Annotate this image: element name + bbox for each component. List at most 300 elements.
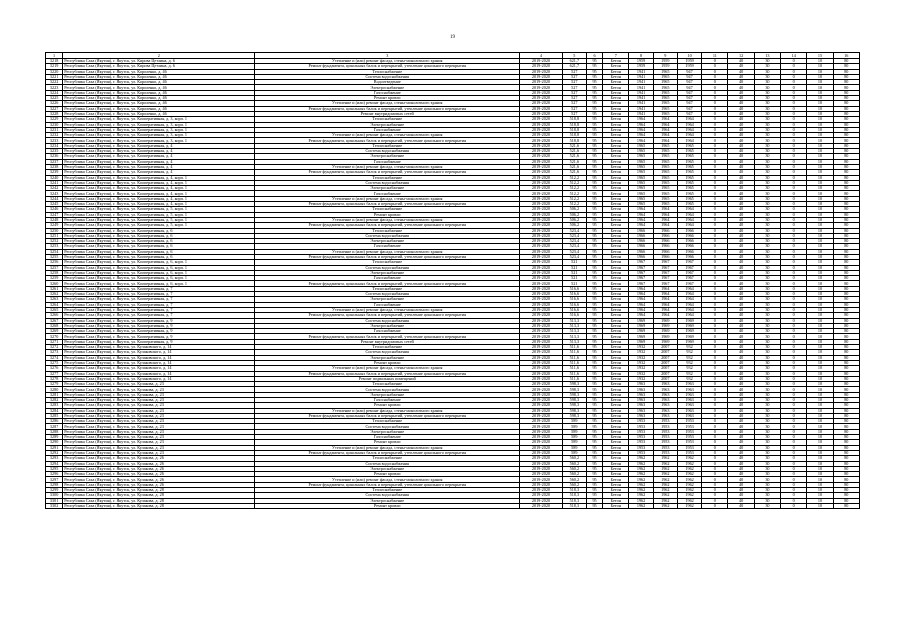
period-cell: 2019-2020 — [520, 466, 562, 471]
col-13-cell: 30 — [754, 111, 780, 116]
address-cell: Республика Саха (Якутия), г. Якутск, ул. Кулакова, д. 23 — [63, 403, 255, 408]
base-year-cell: 1962 — [677, 498, 701, 503]
base-year-cell: 1953 — [677, 435, 701, 440]
col-16-cell: 80 — [833, 350, 859, 355]
work-type-cell: Система водоснабжения — [255, 493, 520, 498]
row-number: 3290 — [46, 440, 63, 445]
overhaul-year-cell: 1963 — [653, 387, 677, 392]
address-cell: Республика Саха (Якутия), г. Якутск, ул. Кооперативная, д. 4 — [63, 149, 255, 154]
address-cell: Республика Саха (Якутия), г. Якутск, ул. Кооперативная, д. 4, корп. 1 — [63, 191, 255, 196]
col-12-cell: 40 — [728, 249, 754, 254]
col-13-cell: 30 — [754, 292, 780, 297]
col-11-cell: 0 — [702, 90, 728, 95]
col-15-cell: 10 — [807, 143, 833, 148]
wear-cell: 95 — [586, 90, 602, 95]
column-number: 14 — [781, 53, 807, 59]
col-16-cell: 80 — [833, 477, 859, 482]
built-year-cell: 1965 — [629, 164, 653, 169]
work-type-cell: Ремонт фундамента, цокольных балок и перекрытий, утепление цокольного перекрытия — [255, 450, 520, 455]
address-cell: Республика Саха (Якутия), г. Якутск, ул. Кооперативная, д. 6, корп. 1 — [63, 265, 255, 270]
period-cell: 2019-2020 — [520, 276, 562, 281]
material-cell: Бетон — [603, 334, 629, 339]
col-14-cell: 0 — [781, 154, 807, 159]
address-cell: Республика Саха (Якутия), г. Якутск, ул. Кулакова, д. 23 — [63, 398, 255, 403]
wear-cell: 95 — [586, 159, 602, 164]
col-11-cell: 0 — [702, 292, 728, 297]
material-cell: Бетон — [603, 493, 629, 498]
built-year-cell: 1964 — [629, 133, 653, 138]
address-cell: Республика Саха (Якутия), г. Якутск, ул. Короленко, д. 46 — [63, 85, 255, 90]
address-cell: Республика Саха (Якутия), г. Якутск, ул. Кооперативная, д. 6 — [63, 233, 255, 238]
base-year-cell: 947 — [677, 80, 701, 85]
address-cell: Республика Саха (Якутия), г. Якутск, ул. Кооперативная, д. 4, корп. 1 — [63, 196, 255, 201]
col-13-cell: 30 — [754, 276, 780, 281]
wear-cell: 95 — [586, 170, 602, 175]
col-15-cell: 10 — [807, 382, 833, 387]
work-type-cell: Теплоснабжение — [255, 207, 520, 212]
built-year-cell: 1967 — [629, 276, 653, 281]
col-14-cell: 0 — [781, 175, 807, 180]
col-15-cell: 10 — [807, 69, 833, 74]
wear-cell: 95 — [586, 392, 602, 397]
col-12-cell: 40 — [728, 90, 754, 95]
row-number: 3233 — [46, 138, 63, 143]
area-cell: 589 — [562, 435, 586, 440]
material-cell: Бетон — [603, 223, 629, 228]
address-cell: Республика Саха (Якутия), г. Якутск, ул. Кулаковского, д. 14 — [63, 355, 255, 360]
col-11-cell: 0 — [702, 281, 728, 286]
col-15-cell: 10 — [807, 302, 833, 307]
address-cell: Республика Саха (Якутия), г. Якутск, ул. Кулакова, д. 26 — [63, 472, 255, 477]
column-number: 5 — [562, 53, 586, 59]
address-cell: Республика Саха (Якутия), г. Якутск, ул. Кулакова, д. 23 — [63, 419, 255, 424]
material-cell: Бетон — [603, 276, 629, 281]
col-11-cell: 0 — [702, 233, 728, 238]
col-13-cell: 30 — [754, 217, 780, 222]
area-cell: 560,2 — [562, 461, 586, 466]
col-11-cell: 0 — [702, 493, 728, 498]
wear-cell: 95 — [586, 191, 602, 196]
period-cell: 2019-2020 — [520, 59, 562, 64]
col-13-cell: 30 — [754, 196, 780, 201]
row-number: 3256 — [46, 260, 63, 265]
col-16-cell: 80 — [833, 212, 859, 217]
row-number: 3265 — [46, 307, 63, 312]
work-type-cell: Теплоснабжение — [255, 260, 520, 265]
address-cell: Республика Саха (Якутия), г. Якутск, ул. Кулакова, д. 26 — [63, 461, 255, 466]
work-type-cell: Теплоснабжение — [255, 345, 520, 350]
col-15-cell: 10 — [807, 106, 833, 111]
col-16-cell: 80 — [833, 164, 859, 169]
row-number: 3247 — [46, 212, 63, 217]
wear-cell: 95 — [586, 307, 602, 312]
col-15-cell: 10 — [807, 350, 833, 355]
area-cell: 521 — [562, 270, 586, 275]
col-14-cell: 0 — [781, 429, 807, 434]
area-cell: 511,6 — [562, 366, 586, 371]
area-cell: 527 — [562, 90, 586, 95]
col-13-cell: 30 — [754, 318, 780, 323]
base-year-cell: 1965 — [677, 180, 701, 185]
area-cell: 513,3 — [562, 329, 586, 334]
col-12-cell: 40 — [728, 503, 754, 508]
col-14-cell: 0 — [781, 482, 807, 487]
built-year-cell: 1966 — [629, 244, 653, 249]
col-11-cell: 0 — [702, 202, 728, 207]
col-15-cell: 10 — [807, 207, 833, 212]
col-15-cell: 10 — [807, 488, 833, 493]
built-year-cell: 1932 — [629, 345, 653, 350]
built-year-cell: 1964 — [629, 207, 653, 212]
area-cell: 511,6 — [562, 376, 586, 381]
built-year-cell: 1966 — [629, 254, 653, 259]
col-11-cell: 0 — [702, 307, 728, 312]
col-14-cell: 0 — [781, 90, 807, 95]
col-13-cell: 30 — [754, 175, 780, 180]
period-cell: 2019-2020 — [520, 435, 562, 440]
built-year-cell: 1969 — [629, 329, 653, 334]
wear-cell: 95 — [586, 413, 602, 418]
row-number: 3275 — [46, 360, 63, 365]
col-13-cell: 30 — [754, 202, 780, 207]
period-cell: 2019-2020 — [520, 461, 562, 466]
col-13-cell: 30 — [754, 249, 780, 254]
col-13-cell: 30 — [754, 456, 780, 461]
work-type-cell: Теплоснабжение — [255, 143, 520, 148]
col-14-cell: 0 — [781, 191, 807, 196]
wear-cell: 95 — [586, 64, 602, 69]
area-cell: 598,3 — [562, 392, 586, 397]
address-cell: Республика Саха (Якутия), г. Якутск, ул. Кооперативная, д. 6 — [63, 239, 255, 244]
base-year-cell: 1962 — [677, 503, 701, 508]
col-11-cell: 0 — [702, 429, 728, 434]
wear-cell: 95 — [586, 122, 602, 127]
area-cell: 506,2 — [562, 223, 586, 228]
overhaul-year-cell: 1965 — [653, 191, 677, 196]
col-11-cell: 0 — [702, 186, 728, 191]
overhaul-year-cell: 1962 — [653, 488, 677, 493]
col-14-cell: 0 — [781, 276, 807, 281]
col-12-cell: 40 — [728, 149, 754, 154]
address-cell: Республика Саха (Якутия), г. Якутск, ул. Короленко, д. 46 — [63, 96, 255, 101]
area-cell: 527 — [562, 80, 586, 85]
address-cell: Республика Саха (Якутия), г. Якутск, ул. Кооперативная, д. 9 — [63, 334, 255, 339]
built-year-cell: 1964 — [629, 138, 653, 143]
col-13-cell: 30 — [754, 69, 780, 74]
base-year-cell: 1969 — [677, 318, 701, 323]
built-year-cell: 1964 — [629, 302, 653, 307]
col-14-cell: 0 — [781, 122, 807, 127]
work-type-cell: Газоснабжение — [255, 90, 520, 95]
period-cell: 2019-2020 — [520, 212, 562, 217]
col-13-cell: 30 — [754, 450, 780, 455]
col-14-cell: 0 — [781, 85, 807, 90]
wear-cell: 95 — [586, 313, 602, 318]
overhaul-year-cell: 1962 — [653, 498, 677, 503]
base-year-cell: 1965 — [677, 149, 701, 154]
col-11-cell: 0 — [702, 133, 728, 138]
col-12-cell: 40 — [728, 376, 754, 381]
col-14-cell: 0 — [781, 323, 807, 328]
repair-register-table — [45, 52, 860, 509]
base-year-cell: 1967 — [677, 270, 701, 275]
col-15-cell: 10 — [807, 466, 833, 471]
row-number: 3297 — [46, 477, 63, 482]
overhaul-year-cell: 1953 — [653, 419, 677, 424]
col-11-cell: 0 — [702, 387, 728, 392]
material-cell: Бетон — [603, 101, 629, 106]
col-14-cell: 0 — [781, 461, 807, 466]
col-12-cell: 40 — [728, 345, 754, 350]
built-year-cell: 1967 — [629, 260, 653, 265]
col-12-cell: 40 — [728, 180, 754, 185]
address-cell: Республика Саха (Якутия), г. Якутск, ул. Кооперативная, д. 3, корп. 1 — [63, 133, 255, 138]
wear-cell: 95 — [586, 244, 602, 249]
wear-cell: 95 — [586, 186, 602, 191]
period-cell: 2019-2020 — [520, 260, 562, 265]
area-cell: 523,4 — [562, 249, 586, 254]
material-cell: Бетон — [603, 503, 629, 508]
work-type-cell: Электроснабжение — [255, 498, 520, 503]
work-type-cell: Система водоснабжения — [255, 180, 520, 185]
period-cell: 2019-2020 — [520, 111, 562, 116]
area-cell: 527 — [562, 85, 586, 90]
col-11-cell: 0 — [702, 276, 728, 281]
material-cell: Бетон — [603, 64, 629, 69]
col-12-cell: 40 — [728, 382, 754, 387]
period-cell: 2019-2020 — [520, 445, 562, 450]
material-cell: Бетон — [603, 403, 629, 408]
period-cell: 2019-2020 — [520, 249, 562, 254]
col-11-cell: 0 — [702, 80, 728, 85]
area-cell: 521,6 — [562, 164, 586, 169]
col-13-cell: 30 — [754, 477, 780, 482]
material-cell: Бетон — [603, 196, 629, 201]
row-number: 3246 — [46, 207, 63, 212]
area-cell: 516,6 — [562, 297, 586, 302]
col-12-cell: 40 — [728, 292, 754, 297]
col-14-cell: 0 — [781, 466, 807, 471]
col-14-cell: 0 — [781, 477, 807, 482]
col-15-cell: 10 — [807, 318, 833, 323]
wear-cell: 95 — [586, 376, 602, 381]
period-cell: 2019-2020 — [520, 207, 562, 212]
built-year-cell: 1953 — [629, 450, 653, 455]
address-cell: Республика Саха (Якутия), г. Якутск, ул. Кулакова, д. 26 — [63, 482, 255, 487]
row-number: 3272 — [46, 345, 63, 350]
col-12-cell: 40 — [728, 445, 754, 450]
overhaul-year-cell: 1966 — [653, 254, 677, 259]
work-type-cell: Теплоснабжение — [255, 382, 520, 387]
col-12-cell: 40 — [728, 297, 754, 302]
base-year-cell: 1966 — [677, 249, 701, 254]
col-14-cell: 0 — [781, 164, 807, 169]
area-cell: 560,2 — [562, 456, 586, 461]
col-13-cell: 30 — [754, 122, 780, 127]
col-14-cell: 0 — [781, 244, 807, 249]
col-15-cell: 10 — [807, 228, 833, 233]
col-13-cell: 30 — [754, 159, 780, 164]
base-year-cell: 1965 — [677, 202, 701, 207]
row-number: 3296 — [46, 472, 63, 477]
wear-cell: 95 — [586, 503, 602, 508]
col-11-cell: 0 — [702, 313, 728, 318]
col-12-cell: 40 — [728, 212, 754, 217]
row-number: 3287 — [46, 424, 63, 429]
address-cell: Республика Саха (Якутия), г. Якутск, ул. Кооперативная, д. 4 — [63, 143, 255, 148]
col-12-cell: 40 — [728, 270, 754, 275]
col-13-cell: 30 — [754, 90, 780, 95]
period-cell: 2019-2020 — [520, 339, 562, 344]
period-cell: 2019-2020 — [520, 488, 562, 493]
col-16-cell: 80 — [833, 392, 859, 397]
row-number: 3294 — [46, 461, 63, 466]
col-12-cell: 40 — [728, 387, 754, 392]
built-year-cell: 1941 — [629, 96, 653, 101]
row-number: 3286 — [46, 419, 63, 424]
col-13-cell: 30 — [754, 482, 780, 487]
overhaul-year-cell: 1967 — [653, 270, 677, 275]
row-number: 3220 — [46, 69, 63, 74]
col-16-cell: 80 — [833, 85, 859, 90]
col-11-cell: 0 — [702, 445, 728, 450]
built-year-cell: 1953 — [629, 435, 653, 440]
col-12-cell: 40 — [728, 281, 754, 286]
built-year-cell: 1964 — [629, 313, 653, 318]
area-cell: 589 — [562, 450, 586, 455]
work-type-cell: Теплоснабжение — [255, 419, 520, 424]
material-cell: Бетон — [603, 424, 629, 429]
built-year-cell: 1964 — [629, 117, 653, 122]
col-14-cell: 0 — [781, 212, 807, 217]
built-year-cell: 1965 — [629, 175, 653, 180]
col-16-cell: 80 — [833, 281, 859, 286]
col-14-cell: 0 — [781, 270, 807, 275]
col-11-cell: 0 — [702, 424, 728, 429]
overhaul-year-cell: 1963 — [653, 413, 677, 418]
work-type-cell: Ремонт фундамента, цокольных балок и перекрытий, утепление цокольного перекрытия — [255, 254, 520, 259]
col-12-cell: 40 — [728, 202, 754, 207]
material-cell: Бетон — [603, 212, 629, 217]
col-14-cell: 0 — [781, 249, 807, 254]
col-12-cell: 40 — [728, 482, 754, 487]
area-cell: 598,3 — [562, 382, 586, 387]
col-12-cell: 40 — [728, 85, 754, 90]
built-year-cell: 1932 — [629, 376, 653, 381]
built-year-cell: 1963 — [629, 387, 653, 392]
col-13-cell: 30 — [754, 376, 780, 381]
col-16-cell: 80 — [833, 191, 859, 196]
base-year-cell: 1963 — [677, 387, 701, 392]
period-cell: 2019-2020 — [520, 503, 562, 508]
col-15-cell: 10 — [807, 413, 833, 418]
overhaul-year-cell: 1965 — [653, 164, 677, 169]
column-number: 6 — [586, 53, 602, 59]
work-type-cell: Теплоснабжение — [255, 286, 520, 291]
material-cell: Бетон — [603, 419, 629, 424]
address-cell: Республика Саха (Якутия), г. Якутск, ул. Короленко, д. 46 — [63, 111, 255, 116]
material-cell: Бетон — [603, 80, 629, 85]
overhaul-year-cell: 2007 — [653, 366, 677, 371]
address-cell: Республика Саха (Якутия), г. Якутск, ул. Кулакова, д. 28 — [63, 498, 255, 503]
row-number: 3235 — [46, 149, 63, 154]
col-11-cell: 0 — [702, 419, 728, 424]
col-12-cell: 40 — [728, 339, 754, 344]
area-cell: 518,3 — [562, 493, 586, 498]
col-13-cell: 30 — [754, 313, 780, 318]
base-year-cell: 1965 — [677, 175, 701, 180]
col-13-cell: 30 — [754, 265, 780, 270]
wear-cell: 95 — [586, 127, 602, 132]
col-13-cell: 30 — [754, 223, 780, 228]
built-year-cell: 1967 — [629, 270, 653, 275]
col-14-cell: 0 — [781, 413, 807, 418]
period-cell: 2019-2020 — [520, 403, 562, 408]
base-year-cell: 1964 — [677, 307, 701, 312]
col-14-cell: 0 — [781, 80, 807, 85]
row-number: 3295 — [46, 466, 63, 471]
work-type-cell: Система водоснабжения — [255, 149, 520, 154]
address-cell: Республика Саха (Якутия), г. Якутск, ул. Короленко, д. 46 — [63, 101, 255, 106]
address-cell: Республика Саха (Якутия), г. Якутск, ул. Кооперативная, д. 6, корп. 1 — [63, 260, 255, 265]
area-cell: 511,6 — [562, 371, 586, 376]
base-year-cell: 1962 — [677, 456, 701, 461]
wear-cell: 95 — [586, 217, 602, 222]
col-15-cell: 10 — [807, 313, 833, 318]
col-12-cell: 40 — [728, 398, 754, 403]
address-cell: Республика Саха (Якутия), г. Якутск, ул. Кооперативная, д. 7 — [63, 297, 255, 302]
row-number: 3274 — [46, 355, 63, 360]
material-cell: Бетон — [603, 376, 629, 381]
col-12-cell: 40 — [728, 435, 754, 440]
col-11-cell: 0 — [702, 239, 728, 244]
col-13-cell: 30 — [754, 398, 780, 403]
col-16-cell: 80 — [833, 435, 859, 440]
material-cell: Бетон — [603, 456, 629, 461]
col-12-cell: 40 — [728, 164, 754, 169]
base-year-cell: 947 — [677, 85, 701, 90]
built-year-cell: 1962 — [629, 493, 653, 498]
area-cell: 589 — [562, 424, 586, 429]
col-14-cell: 0 — [781, 387, 807, 392]
base-year-cell: 1963 — [677, 392, 701, 397]
col-14-cell: 0 — [781, 419, 807, 424]
overhaul-year-cell: 1963 — [653, 398, 677, 403]
base-year-cell: 1959 — [677, 59, 701, 64]
col-13-cell: 30 — [754, 101, 780, 106]
period-cell: 2019-2020 — [520, 472, 562, 477]
material-cell: Бетон — [603, 111, 629, 116]
col-16-cell: 80 — [833, 90, 859, 95]
col-15-cell: 10 — [807, 366, 833, 371]
base-year-cell: 1964 — [677, 217, 701, 222]
col-16-cell: 80 — [833, 387, 859, 392]
col-15-cell: 10 — [807, 164, 833, 169]
address-cell: Республика Саха (Якутия), г. Якутск, ул. Кулакова, д. 23 — [63, 440, 255, 445]
period-cell: 2019-2020 — [520, 371, 562, 376]
col-13-cell: 30 — [754, 461, 780, 466]
built-year-cell: 1963 — [629, 408, 653, 413]
col-16-cell: 80 — [833, 334, 859, 339]
col-16-cell: 80 — [833, 323, 859, 328]
page-number: 19 — [450, 35, 455, 40]
col-16-cell: 80 — [833, 493, 859, 498]
area-cell: 516,6 — [562, 302, 586, 307]
col-11-cell: 0 — [702, 149, 728, 154]
overhaul-year-cell: 1964 — [653, 207, 677, 212]
wear-cell: 95 — [586, 493, 602, 498]
row-number: 3276 — [46, 366, 63, 371]
